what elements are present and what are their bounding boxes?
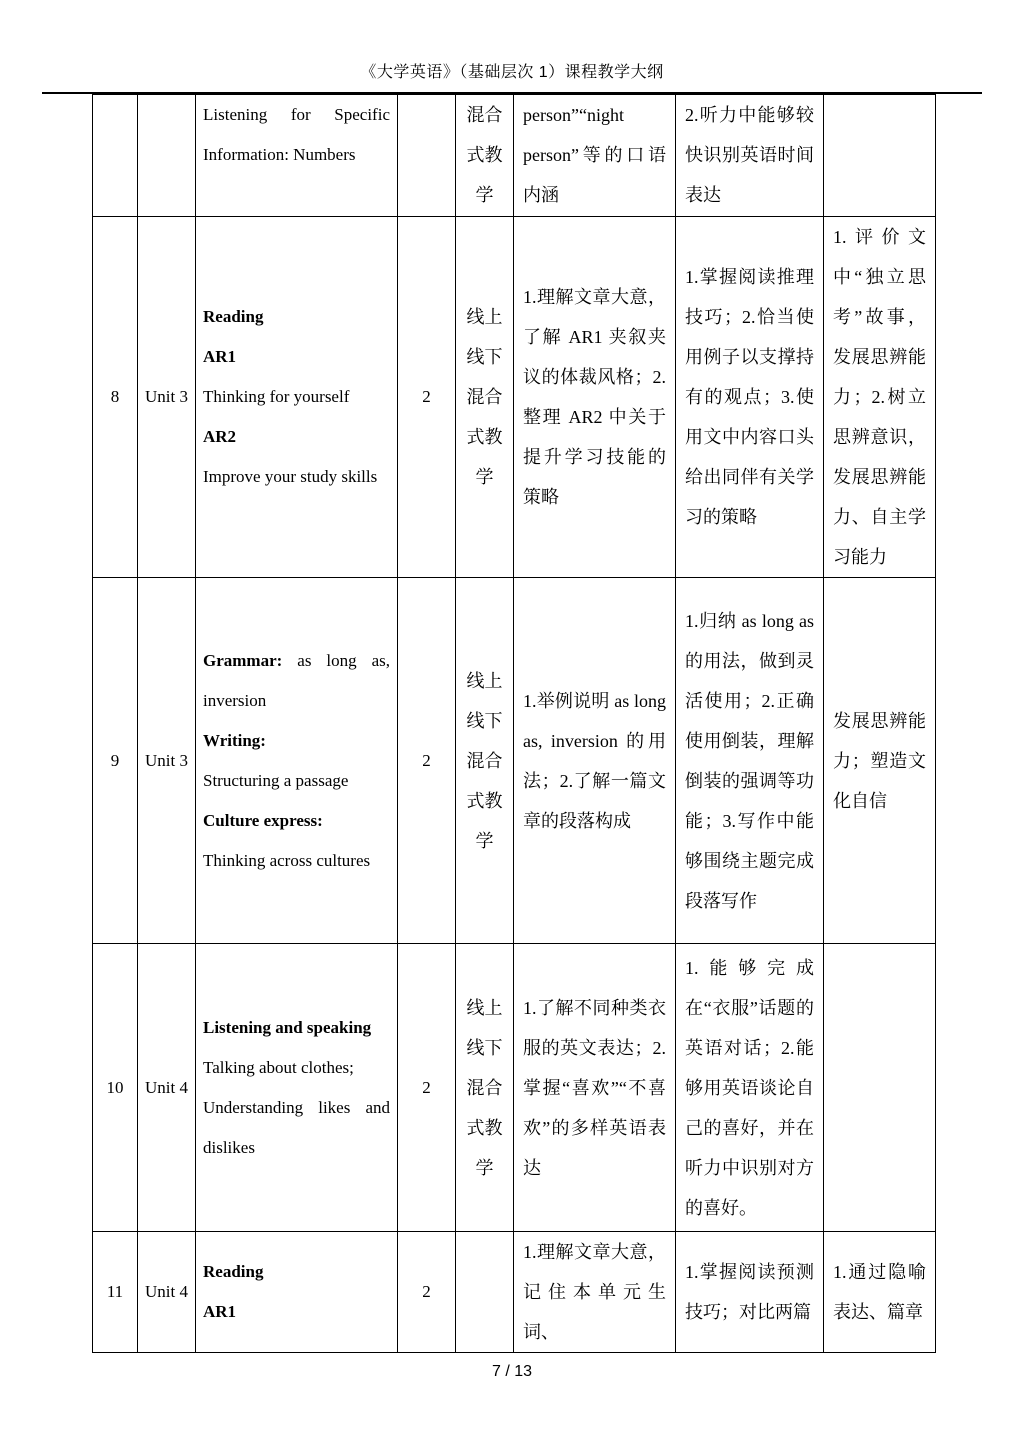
cell-unit (138, 95, 196, 217)
cell-requirements: 1.了解不同种类衣服的英文表达；2.掌握“喜欢”“不喜欢”的多样英语表达 (514, 944, 676, 1232)
cell-unit: Unit 4 (138, 944, 196, 1232)
cell-ability (824, 944, 936, 1232)
cell-requirements: 1.理解文章大意，记住本单元生词、 (514, 1232, 676, 1353)
cell-objectives: 2.听力中能够较快识别英语时间表达 (676, 95, 824, 217)
cell-week (93, 95, 138, 217)
cell-ability: 发展思辨能力；塑造文化自信 (824, 578, 936, 944)
table-row (93, 95, 936, 217)
cell-requirements: person”“night person”等的口语内涵 (514, 95, 676, 217)
cell-week: 11 (93, 1232, 138, 1353)
cell-week: 8 (93, 217, 138, 578)
cell-content: Listening and speaking Talking about clothes; Understanding likes and dislikes (196, 944, 398, 1232)
cell-teaching-method: 混合式教学 (456, 95, 514, 217)
table-row (93, 1232, 936, 1353)
cell-week: 10 (93, 944, 138, 1232)
cell-teaching-method (456, 1232, 514, 1353)
cell-requirements: 1.理解文章大意，了解 AR1 夹叙夹议的体裁风格；2.整理 AR2 中关于提升学习技能的策略 (514, 217, 676, 578)
cell-requirements: 1.举例说明 as long as, inversion 的用法；2.了解一篇文章的段落构成 (514, 578, 676, 944)
cell-hours (398, 95, 456, 217)
page-number: 7 / 13 (491, 1363, 533, 1380)
table-row (93, 578, 936, 944)
cell-teaching-method: 线上线下混合式教学 (456, 217, 514, 578)
cell-objectives: 1.能够完成在“衣服”话题的英语对话；2.能够用英语谈论自己的喜好，并在听力中识别对方的喜好。 (676, 944, 824, 1232)
cell-unit: Unit 3 (138, 578, 196, 944)
cell-teaching-method: 线上线下混合式教学 (456, 578, 514, 944)
cell-content: Grammar: as long as, inversion Writing: Structuring a passage Culture express: Thinking across cultures (196, 578, 398, 944)
table-row (93, 944, 936, 1232)
cell-objectives: 1.掌握阅读推理技巧；2.恰当使用例子以支撑持有的观点；3.使用文中内容口头给出同伴有关学习的策略 (676, 217, 824, 578)
cell-content: Reading AR1 Thinking for yourself AR2 Improve your study skills (196, 217, 398, 578)
syllabus-table (92, 94, 936, 1353)
cell-objectives: 1.掌握阅读预测技巧；对比两篇 (676, 1232, 824, 1353)
page-title: 《大学英语》（基础层次 1）课程教学大纲 (360, 64, 664, 81)
cell-ability (824, 95, 936, 217)
cell-week: 9 (93, 578, 138, 944)
cell-objectives: 1.归纳 as long as 的用法，做到灵活使用；2.正确使用倒装，理解倒装的强调等功能；3.写作中能够围绕主题完成段落写作 (676, 578, 824, 944)
cell-hours: 2 (398, 944, 456, 1232)
cell-unit: Unit 3 (138, 217, 196, 578)
cell-hours: 2 (398, 217, 456, 578)
cell-ability: 1.通过隐喻表达、篇章 (824, 1232, 936, 1353)
cell-hours: 2 (398, 578, 456, 944)
cell-teaching-method: 线上线下混合式教学 (456, 944, 514, 1232)
table-row (93, 217, 936, 578)
cell-ability: 1.评价文中“独立思考”故事，发展思辨能力；2.树立思辨意识，发展思辨能力、自主学习能力 (824, 217, 936, 578)
cell-unit: Unit 4 (138, 1232, 196, 1353)
cell-content: Reading AR1 (196, 1232, 398, 1353)
cell-content: Listening for Specific Information: Numbers (196, 95, 398, 217)
cell-hours: 2 (398, 1232, 456, 1353)
page-footer (0, 1363, 1024, 1381)
page-header (42, 0, 982, 94)
